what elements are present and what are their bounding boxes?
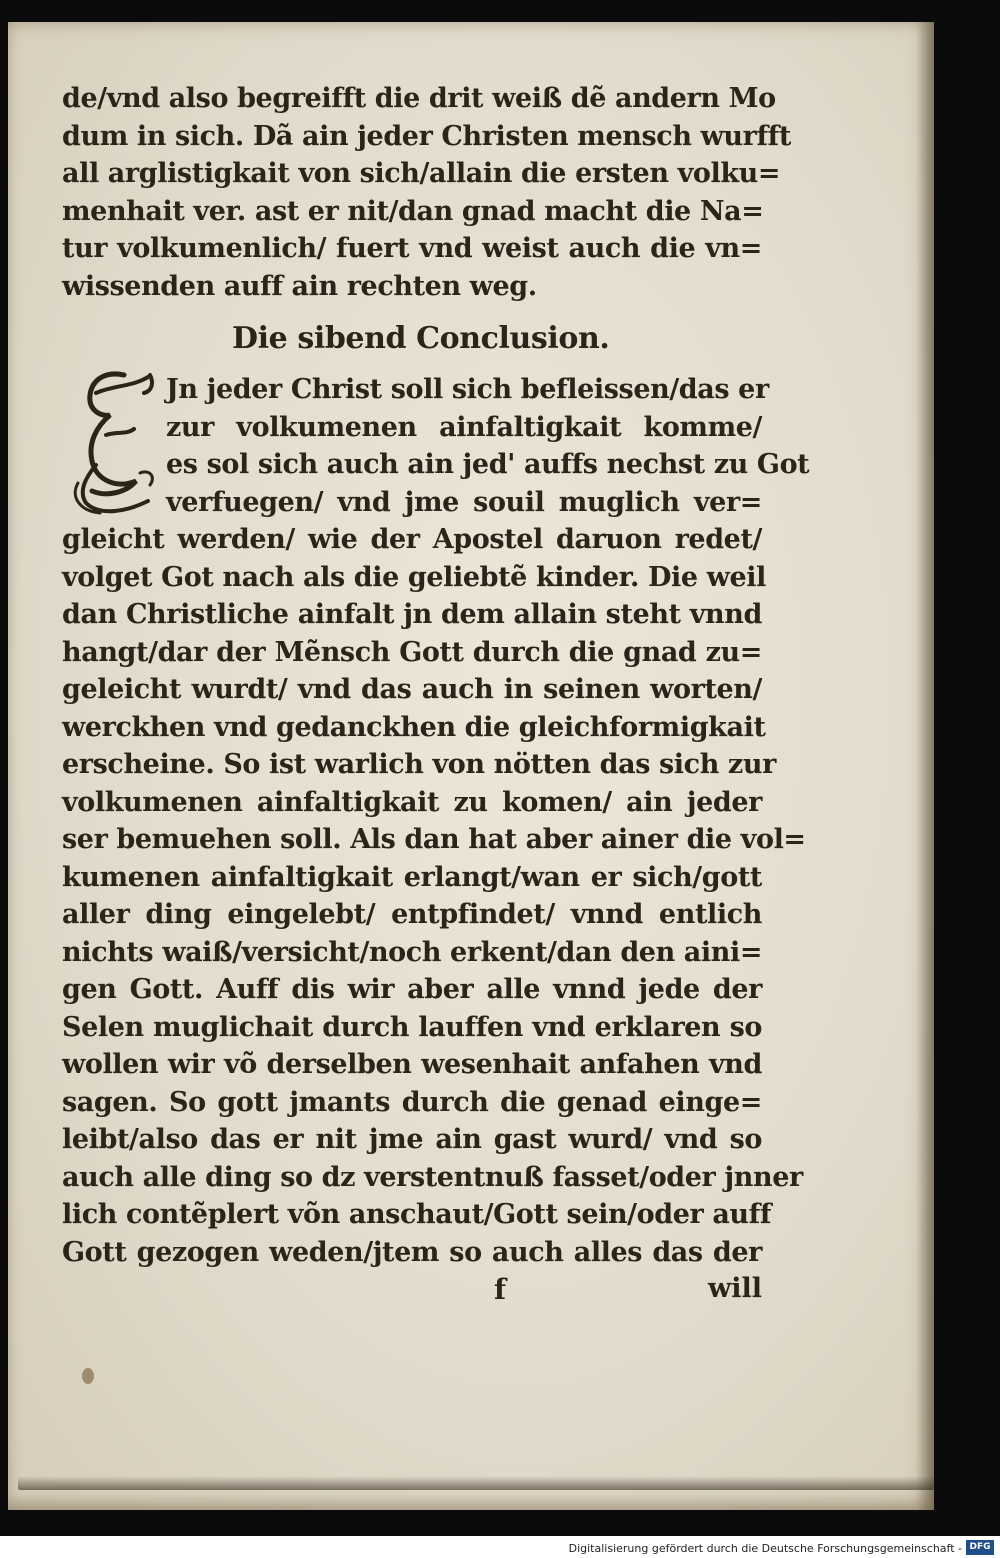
text-line: Jn jeder Christ soll sich befleissen/das er (166, 374, 769, 405)
page-gutter-shadow (916, 22, 934, 1510)
catchword: will (707, 1273, 762, 1304)
text-line: volkumenen ainfaltigkait zu komen/ ain jeder (62, 786, 762, 818)
section-heading: Die sibend Conclusion. (232, 321, 610, 356)
opening-paragraph (62, 80, 791, 305)
text-line: gleicht werden/ wie der Apostel daruon redet/ (62, 524, 762, 555)
body-lines (62, 371, 810, 1271)
text-line: tur volkumenlich/ fuert vnd weist auch die vn= (62, 233, 762, 264)
page-text-block (62, 80, 810, 1313)
text-line: auch alle ding so dz verstentnuß fasset/oder jnner (62, 1161, 803, 1193)
text-line: de/vnd also begreifft die drit weiß dẽ andern Mo (62, 83, 776, 114)
text-line: dum in sich. Dã ain jeder Christen mensch wurfft (62, 120, 791, 152)
text-line: dan Christliche ainfalt jn dem allain steht vnnd (62, 599, 762, 630)
decorated-initial-e-icon (66, 365, 162, 521)
text-line: wollen wir võ derselben wesenhait anfahen vnd (62, 1049, 762, 1080)
text-line: hangt/dar der Mẽnsch Gott durch die gnad zu= (62, 636, 762, 668)
text-line: werckhen vnd gedanckhen die gleichformigkait (62, 711, 766, 743)
conclusion-paragraph (62, 371, 810, 1271)
dfg-logo[interactable]: DFG (966, 1540, 994, 1555)
text-line: Gott gezogen weden/jtem so auch alles das der (62, 1236, 762, 1268)
text-line: es sol sich auch ain jed' auffs nechst zu Got (166, 449, 810, 480)
page-bottom-edge (18, 1476, 934, 1490)
text-line: geleicht wurdt/ vnd das auch in seinen worten/ (62, 674, 762, 705)
text-line: all arglistigkait von sich/allain die ersten volku= (62, 158, 781, 189)
text-line: gen Gott. Auff dis wir aber alle vnnd jede der (62, 974, 762, 1005)
page-foot (62, 1273, 762, 1313)
digitization-footer (0, 1536, 1000, 1558)
text-line: aller ding eingelebt/ entpfindet/ vnnd entlich (62, 899, 762, 930)
text-line: volget Got nach als die geliebtẽ kinder. Die weil (62, 561, 766, 593)
funding-credit: Digitalisierung gefördert durch die Deutsche Forschungsgemeinschaft - (568, 1542, 962, 1555)
ink-stain (82, 1368, 94, 1384)
text-line: erscheine. So ist warlich von nötten das sich zur (62, 749, 776, 780)
text-line: leibt/also das er nit jme ain gast wurd/ vnd so (62, 1124, 762, 1155)
text-line: zur volkumenen ainfaltigkait komme/ (166, 411, 762, 443)
text-line: lich contẽplert võn anschaut/Gott sein/oder auff (62, 1199, 772, 1230)
text-line: verfuegen/ vnd jme souil muglich ver= (166, 486, 762, 518)
text-line: kumenen ainfaltigkait erlangt/wan er sich/gott (62, 861, 762, 893)
text-line: sagen. So gott jmants durch die genad einge= (62, 1086, 762, 1118)
text-line: Selen muglichait durch lauffen vnd erklaren so (62, 1011, 762, 1043)
text-line: ser bemuehen soll. Als dan hat aber ainer die vol= (62, 824, 806, 855)
text-line: wissenden auff ain rechten weg. (62, 270, 537, 302)
signature-mark: f (494, 1273, 507, 1306)
text-line: menhait ver. ast er nit/dan gnad macht die Na= (62, 195, 764, 227)
text-line: nichts waiß/versicht/noch erkent/dan den aini= (62, 936, 763, 968)
